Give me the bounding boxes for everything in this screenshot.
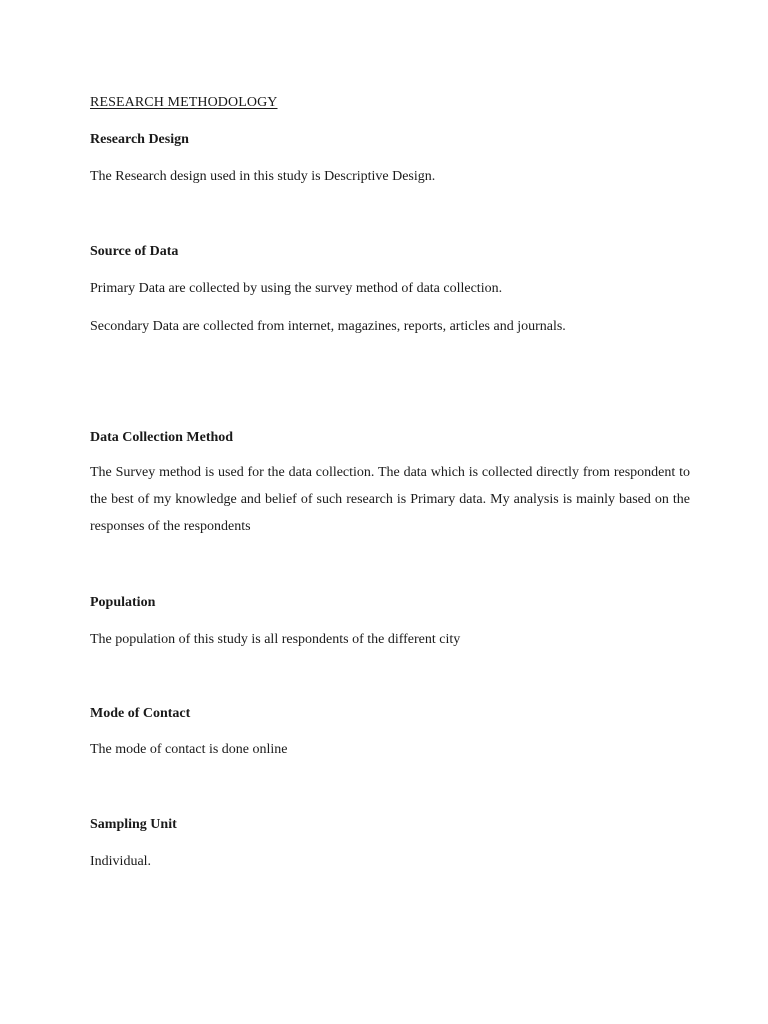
section-heading-sampling-unit: Sampling Unit <box>90 817 177 832</box>
section-heading-mode-of-contact: Mode of Contact <box>90 706 191 721</box>
secondary-data-paragraph: Secondary Data are collected from internet, magazines, reports, articles and journals. <box>90 319 566 334</box>
population-paragraph: The population of this study is all respondents of the different city <box>90 632 461 647</box>
mode-of-contact-paragraph: The mode of contact is done online <box>90 742 288 757</box>
research-design-paragraph: The Research design used in this study is Descriptive Design. <box>90 169 436 184</box>
section-heading-data-collection-method: Data Collection Method <box>90 430 234 445</box>
data-collection-paragraph: The Survey method is used for the data collection. The data which is collected directly from respondent to the best of my knowledge and belief of such research is Primary data. My analysis is mainly based on the responses of the respondents <box>90 465 690 534</box>
sampling-unit-paragraph: Individual. <box>90 854 152 869</box>
document-title: RESEARCH METHODOLOGY <box>90 95 278 110</box>
section-heading-research-design: Research Design <box>90 132 189 147</box>
primary-data-paragraph: Primary Data are collected by using the survey method of data collection. <box>90 281 503 296</box>
section-heading-population: Population <box>90 595 156 610</box>
section-heading-source-of-data: Source of Data <box>90 244 179 259</box>
